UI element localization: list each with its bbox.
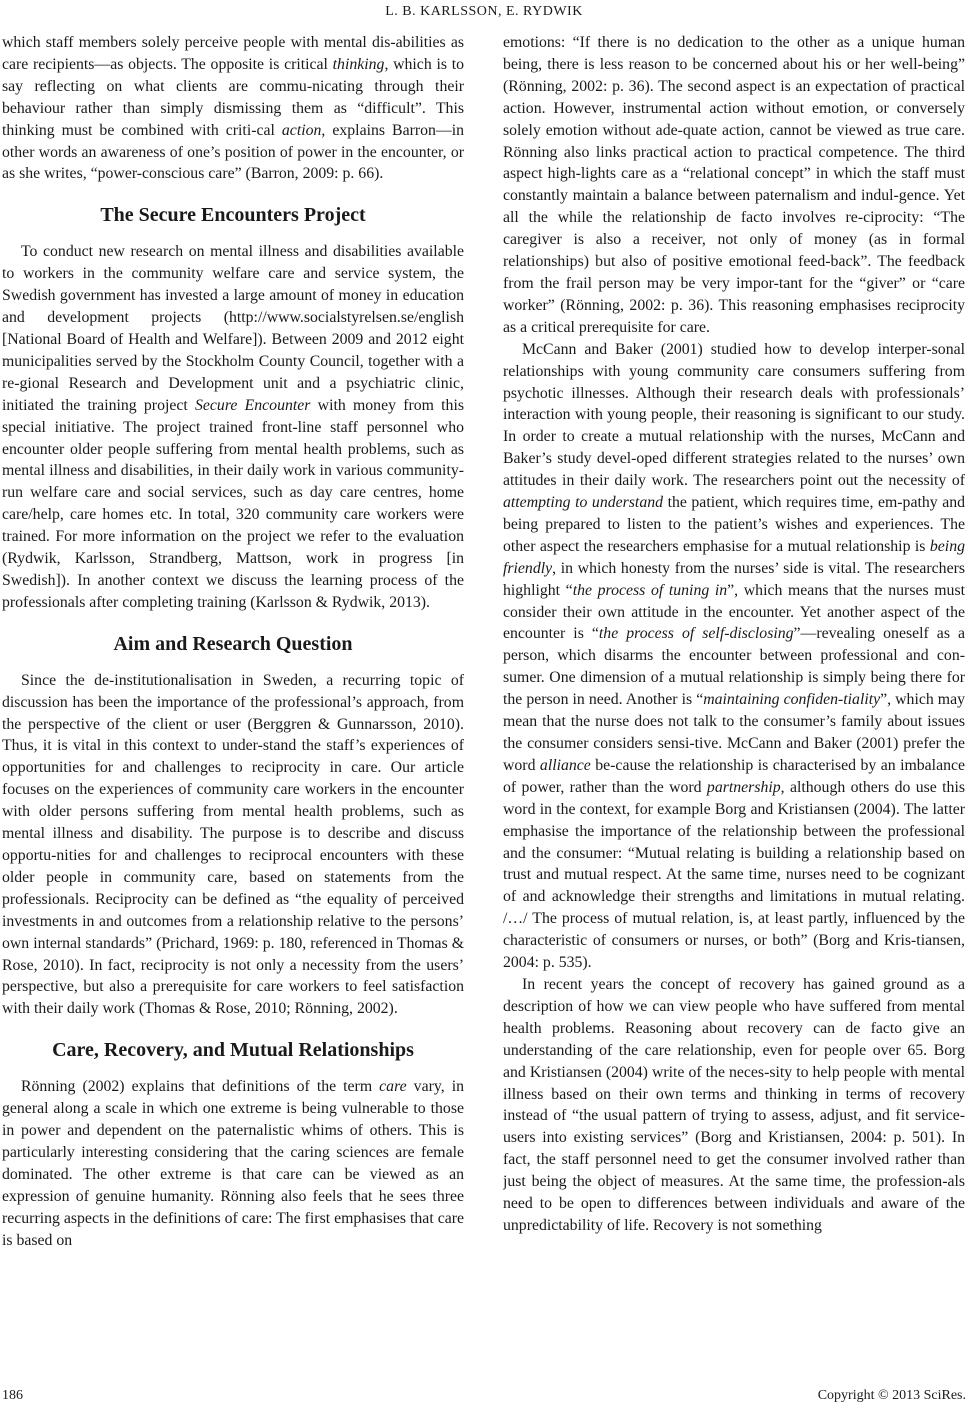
text-run: Rönning (2002) explains that definitions of the term bbox=[21, 1078, 380, 1096]
emphasis: being friendly bbox=[503, 537, 965, 577]
emphasis: maintaining confiden-tiality bbox=[703, 691, 881, 709]
emphasis: thinking bbox=[332, 55, 385, 73]
text-run: (http://www.socialstyrelsen.se/english [National Board of Health and Welfare]). Between 2009 and 2012 eight municipalities served by the Stockholm County Council, together with a re-gional Research and Development unit and a psychiatric clinic, initiated the training project bbox=[2, 309, 464, 414]
text-run: with money from this special initiative. The project trained front-line staff personnel who encounter older people suffering from mental health problems, such as mental illness and disabilities, in their daily work in various community-run welfare care and social services, such as day care centres, home care/help, care homes etc. In total, 320 community care workers were trained. For more information on the project we refer to the evaluation (Rydwik, Karlsson, Strandberg, Mattson, work in progress [in Swedish]). In another context we discuss the learning process of the professionals after completing training (Karlsson & Rydwik, 2013). bbox=[2, 396, 464, 611]
text-run: vary, in general along a scale in which one extreme is being vulnerable to those in power and dependent on the paternalistic whims of others. This is particularly interesting considering that the caring sciences are female dominated. The other extreme is that care can be viewed as an expression of genuine humanity. Rönning also feels that he sees three recurring aspects in the definitions of care: The first emphasises that care is based on bbox=[2, 1078, 464, 1249]
text-run: To conduct new research on mental illness and disabilities available to workers in the community welfare care and service system, the Swedish government has invested a large amount of money in education and development projects bbox=[2, 243, 464, 327]
text-run: ”, which may mean that the nurse does not talk to the consumer’s family about issues the consumer considers sensi-tive. McCann and Baker (2001) prefer the word bbox=[503, 691, 965, 774]
text-run: ”—revealing oneself as a person, which disarms the encounter between professional and con-sumer. One dimension of a mutual relationship is simply being there for the person in need. Another is “ bbox=[503, 625, 965, 709]
text-run: , although others do use this word in the context, for example Borg and Kristiansen (2004). The latter emphasise the importance of the relationship between the professional and the consumer: “Mutual relating is building a relationship based on trust and mutual respect. At the same time, nurses need to be cognizant of and acknowledge their strengths and limitations in mutual relating. /…/ The process of mutual relation, is, at least partly, influenced by the characteristic of consumers or nurses, or both” (Borg and Kris-tiansen, 2004: p. 535). bbox=[503, 778, 965, 972]
copyright-notice: Copyright © 2013 SciRes. bbox=[817, 1388, 966, 1403]
emphasis: the process of self-disclosing bbox=[598, 625, 794, 643]
emphasis: the process of tuning in bbox=[572, 581, 728, 599]
text-run: which staff members solely perceive people with mental dis-abilities as care recipients—as objects. The opposite is critical bbox=[2, 34, 464, 73]
paragraph bbox=[2, 1076, 464, 1251]
text-run: , which is to say reflecting on what clients are commu-nicating through their behaviour rather than simply dismissing them as “difficult”. This thinking must be combined with criti-cal bbox=[2, 55, 464, 139]
text-run: be-cause the relationship is characterised by an imbalance of power, rather than the word bbox=[503, 756, 965, 796]
emphasis: attempting to understand bbox=[503, 494, 664, 512]
text-run: ”, which means that the nurses must consider their own attitude in the encounter. Yet another aspect of the encounter is “ bbox=[503, 581, 965, 643]
text-run: , explains Barron—in other words an awareness of one’s position of power in the encounter, or as she writes, “power-conscious care” (Barron, 2009: p. 66). bbox=[2, 121, 464, 183]
section-heading: Aim and Research Question bbox=[113, 632, 353, 655]
section-heading: Care, Recovery, and Mutual Relationships bbox=[52, 1039, 414, 1062]
left-column bbox=[2, 32, 464, 1372]
emphasis: partnership bbox=[706, 778, 781, 796]
paragraph bbox=[2, 32, 464, 185]
emphasis: alliance bbox=[539, 756, 591, 774]
section-heading: The Secure Encounters Project bbox=[100, 204, 366, 227]
text-run: McCann and Baker (2001) studied how to develop interper-sonal relationships with young community care consumers suffering from psychotic illnesses. Although their research deals with professionals’ interaction with young people, their reasoning is significant to our study. In order to create a mutual relationship with the nurses, McCann and Baker’s study devel-oped different strategies related to the nurses’ own attitudes in their daily work. The researchers point out the necessity of bbox=[503, 340, 965, 490]
text-run: the patient, which requires time, em-pathy and being prepared to listen to the patient’s wishes and experiences. The other aspect the researchers emphasise for a mutual relationship is bbox=[503, 494, 965, 555]
paragraph: emotions: “If there is no dedication to the other as a unique human being, there is less reason to be concerned about his or her well-being” (Rönning, 2002: p. 36). The second aspect is an expectation of practical action. However, instrumental action without emotion, or conversely solely emotion without ade-quate action, cannot be viewed as true care. Rönning also links practical action to practical competence. The third aspect high-lights care as a “relational concept” in which the staff must constantly maintain a balance between paternalism and indul-gence. Yet all the while the relationship de facto involves re-ciprocity: “The caregiver is also a receiver, not only of money (as in formal relationships) but also of positive emotional feed-back”. The feedback from the frail person may be very impor-tant for the “giver” or “care worker” (Rönning, 2002: p. 36). This reasoning emphasises reciprocity as a critical prerequisite for care. bbox=[503, 34, 965, 336]
emphasis: Secure Encounter bbox=[195, 396, 311, 414]
emphasis: action bbox=[281, 121, 322, 139]
paragraph bbox=[2, 241, 464, 613]
right-column bbox=[503, 32, 965, 1372]
paragraph: In recent years the concept of recovery has gained ground as a description of how we can view people who have suffered from mental health problems. Reasoning about recovery can de facto give an understanding of the care relationship, even for people over 65. Borg and Kristiansen (2004) write of the neces-sity to help people with mental illness based on their own terms and thinking in terms of recovery instead of “the usual pattern of trying to assess, adjust, and fit service-users into existing services” (Borg and Kristiansen, 2004: p. 501). In fact, the staff personnel need to get the consumer involved rather than just being the object of measures. At the same time, the profession-als need to be open to differences between individuals and aware of the unpredictability of life. Recovery is not something bbox=[503, 975, 965, 1234]
page-number: 186 bbox=[2, 1388, 23, 1403]
paragraph: Since the de-institutionalisation in Sweden, a recurring topic of discussion has been the importance of the professional’s approach, from the perspective of the client or user (Berggren & Gunnarsson, 2010). Thus, it is vital in this context to under-stand the staff’s experiences of opportunities for and challenges to reciprocity in care. Our article focuses on the experiences of community care workers in the encounter with older persons suffering from mental health problems, such as mental illness and disability. The purpose is to describe and discuss opportu-nities for and challenges to reciprocal encounters with these older people in community care, based on statements from the professionals. Reciprocity can be defined as “the equality of perceived investments in and outcomes from a relationship relative to the persons’ own internal standards” (Prichard, 1969: p. 180, referenced in Thomas & Rose, 2010). In fact, reciprocity is not only a necessity from the users’ perspective, but also a prerequisite for care workers to feel satisfaction with their daily work (Thomas & Rose, 2010; Rönning, 2002). bbox=[2, 671, 464, 1018]
text-run: , in which honesty from the nurses’ side is vital. The researchers highlight “ bbox=[503, 559, 965, 599]
paragraph bbox=[503, 339, 965, 974]
emphasis: care bbox=[379, 1078, 407, 1096]
running-head: L. B. KARLSSON, E. RYDWIK bbox=[385, 4, 583, 19]
